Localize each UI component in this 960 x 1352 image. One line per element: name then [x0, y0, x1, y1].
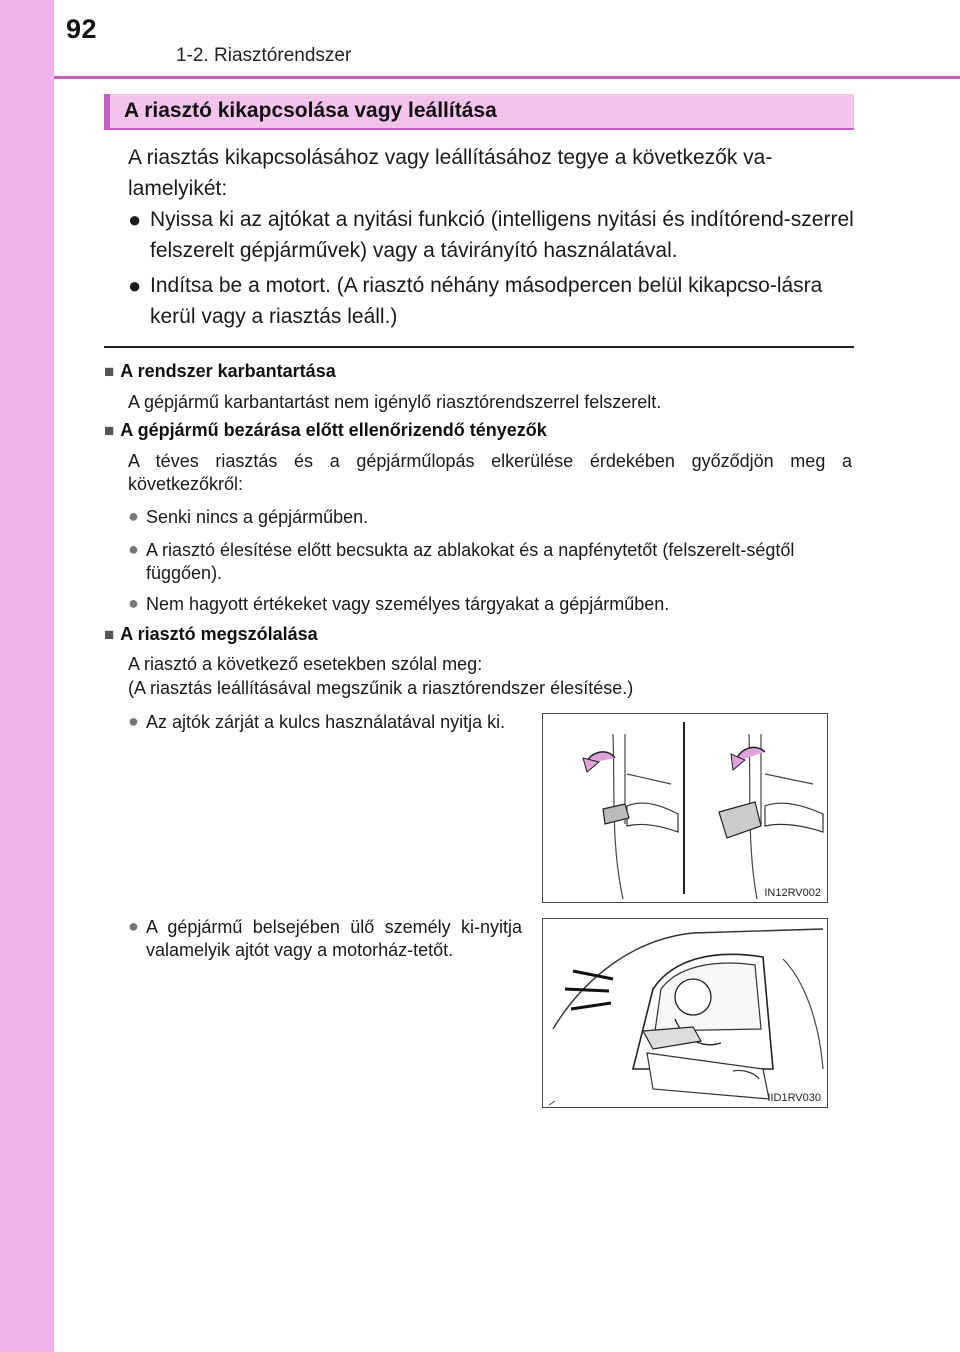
bullet-icon: ● — [128, 593, 139, 613]
list-item-text: Senki nincs a gépjárműben. — [146, 507, 369, 527]
list-item-text: A riasztó élesítése előtt becsukta az ablakokat és a napfénytetőt (felszerelt-ségtől függően). — [146, 540, 795, 583]
page-sidebar — [0, 0, 54, 1352]
list-item — [128, 539, 854, 585]
chapter-title: 1-2. Riasztórendszer — [176, 45, 352, 66]
page-number: 92 — [66, 14, 98, 44]
list-item — [128, 593, 854, 616]
note-text-alarm-line1: A riasztó a következő esetekben szólal meg: — [128, 654, 483, 674]
header-rule — [54, 76, 960, 79]
section-bullet-2 — [128, 270, 858, 332]
list-item — [128, 916, 522, 962]
list-item-text: Nem hagyott értékeket vagy személyes tárgyakat a gépjárműben. — [146, 594, 670, 614]
list-item — [128, 506, 854, 529]
note-heading-maintenance — [104, 361, 336, 382]
section-divider — [104, 346, 854, 348]
bullet-icon: ● — [128, 207, 142, 232]
bullet-text: Indítsa be a motort. (A riasztó néhány másodpercen belül kikapcso-lásra kerül vagy a riasztás leáll.) — [150, 274, 823, 328]
square-icon: ■ — [104, 421, 115, 440]
section-heading-box — [104, 94, 854, 130]
door-key-illustration — [543, 714, 829, 904]
section-title: A riasztó kikapcsolása vagy leállítása — [124, 99, 497, 122]
figure-door-key-unlock — [542, 713, 828, 903]
figure-interior-door-open — [542, 918, 828, 1108]
interior-door-illustration — [543, 919, 829, 1109]
bullet-icon: ● — [128, 711, 139, 731]
note-text-maintenance: A gépjármű karbantartást nem igénylő riasztórendszerrel felszerelt. — [128, 392, 662, 412]
section-bullet-1 — [128, 204, 858, 266]
note-text-alarm-line2: (A riasztás leállításával megszűnik a riasztórendszer élesítése.) — [128, 678, 634, 698]
figure-label: IN12RV002 — [764, 887, 821, 899]
note-heading-text: A rendszer karbantartása — [120, 361, 336, 381]
square-icon: ■ — [104, 362, 115, 381]
note-heading-before-locking — [104, 420, 547, 441]
note-heading-text: A riasztó megszólalása — [120, 624, 318, 644]
note-heading-text: A gépjármű bezárása előtt ellenőrizendő tényezők — [120, 420, 547, 440]
figure-label: IID1RV030 — [767, 1092, 821, 1104]
list-item-text: A gépjármű belsejében ülő személy ki-nyitja valamelyik ajtót vagy a motorház-tetőt. — [146, 917, 522, 960]
list-item — [128, 711, 522, 734]
bullet-text: Nyissa ki az ajtókat a nyitási funkció (intelligens nyitási és indítórend-szerrel felszerelt gépjárművek) vagy a távirányító használatával. — [150, 208, 854, 262]
bullet-icon: ● — [128, 539, 139, 559]
note-heading-alarm-sounding — [104, 624, 318, 645]
section-intro: A riasztás kikapcsolásához vagy leállításához tegye a következők va-lamelyikét: — [128, 146, 773, 200]
bullet-icon: ● — [128, 506, 139, 526]
list-item-text: Az ajtók zárját a kulcs használatával nyitja ki. — [146, 712, 506, 732]
bullet-icon: ● — [128, 273, 142, 298]
bullet-icon: ● — [128, 916, 139, 936]
square-icon: ■ — [104, 625, 115, 644]
note-text-before-locking: A téves riasztás és a gépjárműlopás elkerülése érdekében győződjön meg a következőkről: — [128, 451, 852, 494]
